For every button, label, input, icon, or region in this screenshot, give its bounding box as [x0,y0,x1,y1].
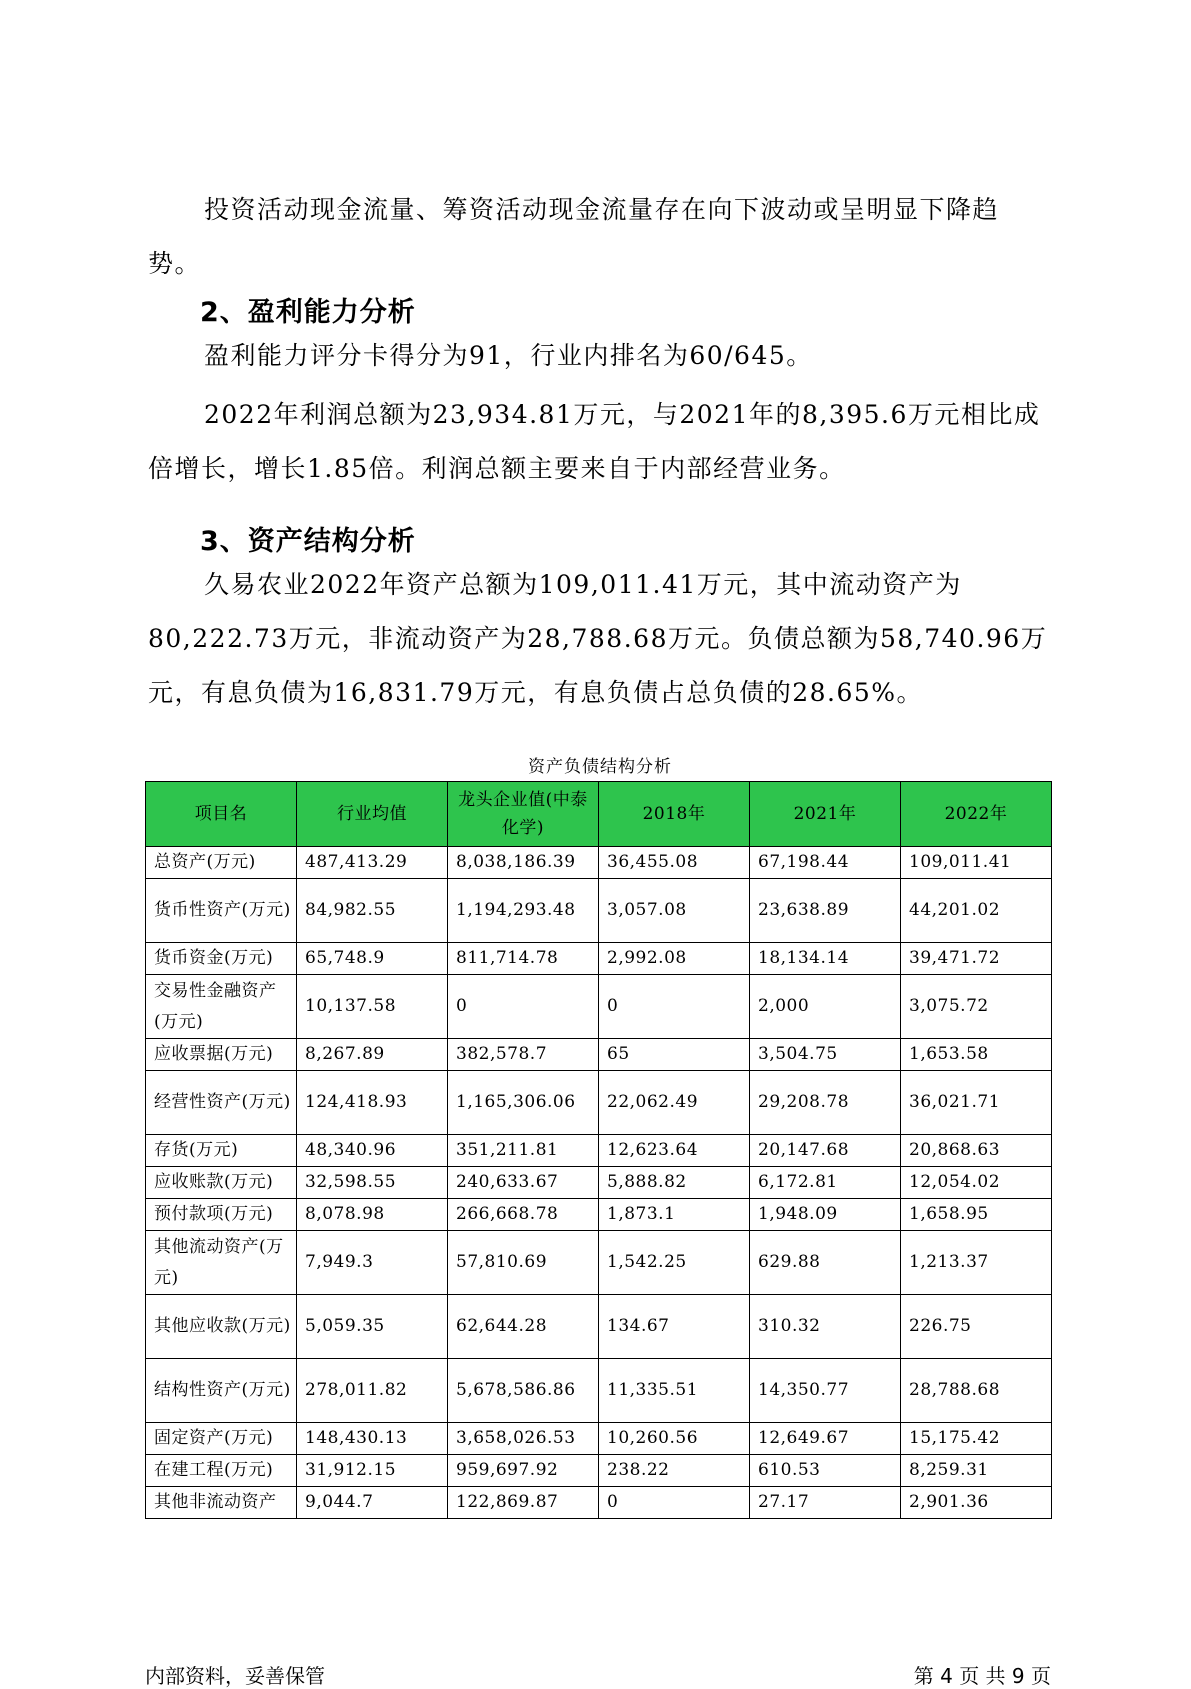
column-header-2021: 2021年 [750,782,901,847]
column-header-item: 项目名 [146,782,297,847]
cell-leader-value: 1,194,293.48 [448,879,599,943]
row-label: 货币性资产(万元) [146,879,297,943]
cell-2018: 65 [599,1039,750,1071]
table-row [146,1071,1052,1135]
cell-industry-average: 148,430.13 [297,1423,448,1455]
cell-2018: 2,992.08 [599,943,750,975]
cell-leader-value: 1,165,306.06 [448,1071,599,1135]
balance-structure-table [145,781,1052,1519]
table-row [146,1039,1052,1071]
row-label: 货币资金(万元) [146,943,297,975]
cell-2021: 67,198.44 [750,847,901,879]
footer-confidential-note: 内部资料，妥善保管 [145,1664,325,1688]
paragraph-cashflow-trend: 投资活动现金流量、筹资活动现金流量存在向下波动或呈明显下降趋势。 [148,195,1000,278]
cell-2021: 6,172.81 [750,1167,901,1199]
cell-2018: 0 [599,1487,750,1519]
cell-2022: 15,175.42 [901,1423,1052,1455]
cell-industry-average: 5,059.35 [297,1295,448,1359]
table-row [146,1167,1052,1199]
column-header-industry-average: 行业均值 [297,782,448,847]
table-row [146,1423,1052,1455]
table-row [146,1295,1052,1359]
cell-2022: 12,054.02 [901,1167,1052,1199]
table-row [146,1487,1052,1519]
cell-2018: 10,260.56 [599,1423,750,1455]
cell-2022: 8,259.31 [901,1455,1052,1487]
cell-industry-average: 9,044.7 [297,1487,448,1519]
cell-2021: 2,000 [750,975,901,1039]
cell-2022: 39,471.72 [901,943,1052,975]
cell-industry-average: 31,912.15 [297,1455,448,1487]
cell-2021: 12,649.67 [750,1423,901,1455]
table-row [146,1359,1052,1423]
column-header-2018: 2018年 [599,782,750,847]
row-label: 总资产(万元) [146,847,297,879]
cell-leader-value: 5,678,586.86 [448,1359,599,1423]
cell-leader-value: 3,658,026.53 [448,1423,599,1455]
table-row [146,1231,1052,1295]
cell-leader-value: 811,714.78 [448,943,599,975]
cell-industry-average: 32,598.55 [297,1167,448,1199]
cell-2021: 27.17 [750,1487,901,1519]
cell-leader-value: 266,668.78 [448,1199,599,1231]
cell-2021: 29,208.78 [750,1071,901,1135]
cell-industry-average: 84,982.55 [297,879,448,943]
section-heading-asset-structure: 3、资产结构分析 [200,526,416,557]
cell-2018: 1,542.25 [599,1231,750,1295]
cell-2018: 5,888.82 [599,1167,750,1199]
cell-industry-average: 8,078.98 [297,1199,448,1231]
cell-leader-value: 57,810.69 [448,1231,599,1295]
table-caption: 资产负债结构分析 [528,757,672,777]
cell-2018: 0 [599,975,750,1039]
paragraph-profitability-score: 盈利能力评分卡得分为91，行业内排名为60/645。 [204,341,813,370]
cell-2018: 36,455.08 [599,847,750,879]
table-header-row [146,782,1052,847]
cell-2022: 1,213.37 [901,1231,1052,1295]
cell-2021: 310.32 [750,1295,901,1359]
column-header-leader-value: 龙头企业值(中泰化学) [448,782,599,847]
row-label: 应收票据(万元) [146,1039,297,1071]
cell-leader-value: 8,038,186.39 [448,847,599,879]
cell-leader-value: 62,644.28 [448,1295,599,1359]
cell-2018: 11,335.51 [599,1359,750,1423]
cell-leader-value: 382,578.7 [448,1039,599,1071]
column-header-2022: 2022年 [901,782,1052,847]
cell-2022: 226.75 [901,1295,1052,1359]
cell-2022: 3,075.72 [901,975,1052,1039]
cell-2021: 14,350.77 [750,1359,901,1423]
row-label: 在建工程(万元) [146,1455,297,1487]
cell-2021: 1,948.09 [750,1199,901,1231]
table-row [146,1455,1052,1487]
table-row [146,1135,1052,1167]
cell-2018: 238.22 [599,1455,750,1487]
cell-2022: 44,201.02 [901,879,1052,943]
cell-2018: 3,057.08 [599,879,750,943]
cell-industry-average: 487,413.29 [297,847,448,879]
cell-2021: 629.88 [750,1231,901,1295]
table-row [146,879,1052,943]
cell-leader-value: 122,869.87 [448,1487,599,1519]
cell-2021: 18,134.14 [750,943,901,975]
row-label: 存货(万元) [146,1135,297,1167]
cell-2022: 36,021.71 [901,1071,1052,1135]
paragraph-profit-total: 2022年利润总额为23,934.81万元，与2021年的8,395.6万元相比成倍增长，增长1.85倍。利润总额主要来自于内部经营业务。 [148,400,1041,483]
row-label: 结构性资产(万元) [146,1359,297,1423]
cell-2022: 2,901.36 [901,1487,1052,1519]
table-row [146,847,1052,879]
row-label: 其他非流动资产 [146,1487,297,1519]
row-label: 其他流动资产(万元) [146,1231,297,1295]
cell-industry-average: 8,267.89 [297,1039,448,1071]
cell-2021: 20,147.68 [750,1135,901,1167]
paragraph-asset-summary: 久易农业2022年资产总额为109,011.41万元，其中流动资产为80,222.73万元，非流动资产为28,788.68万元。负债总额为58,740.96万元，有息负债为16,831.79万元，有息负债占总负债的28.65%。 [148,570,1048,707]
cell-2018: 12,623.64 [599,1135,750,1167]
cell-2022: 1,658.95 [901,1199,1052,1231]
cell-leader-value: 240,633.67 [448,1167,599,1199]
cell-industry-average: 48,340.96 [297,1135,448,1167]
cell-2021: 23,638.89 [750,879,901,943]
cell-leader-value: 351,211.81 [448,1135,599,1167]
cell-2021: 3,504.75 [750,1039,901,1071]
cell-2018: 22,062.49 [599,1071,750,1135]
cell-leader-value: 0 [448,975,599,1039]
row-label: 交易性金融资产(万元) [146,975,297,1039]
footer-page-number: 第 4 页 共 9 页 [913,1664,1051,1688]
row-label: 固定资产(万元) [146,1423,297,1455]
cell-2022: 20,868.63 [901,1135,1052,1167]
cell-industry-average: 10,137.58 [297,975,448,1039]
cell-industry-average: 65,748.9 [297,943,448,975]
row-label: 其他应收款(万元) [146,1295,297,1359]
cell-industry-average: 124,418.93 [297,1071,448,1135]
cell-2022: 109,011.41 [901,847,1052,879]
cell-industry-average: 7,949.3 [297,1231,448,1295]
cell-2022: 28,788.68 [901,1359,1052,1423]
cell-2018: 1,873.1 [599,1199,750,1231]
table-row [146,975,1052,1039]
cell-2018: 134.67 [599,1295,750,1359]
row-label: 预付款项(万元) [146,1199,297,1231]
cell-2021: 610.53 [750,1455,901,1487]
row-label: 经营性资产(万元) [146,1071,297,1135]
cell-2022: 1,653.58 [901,1039,1052,1071]
row-label: 应收账款(万元) [146,1167,297,1199]
cell-industry-average: 278,011.82 [297,1359,448,1423]
table-row [146,1199,1052,1231]
cell-leader-value: 959,697.92 [448,1455,599,1487]
section-heading-profitability: 2、盈利能力分析 [200,297,416,328]
table-row [146,943,1052,975]
